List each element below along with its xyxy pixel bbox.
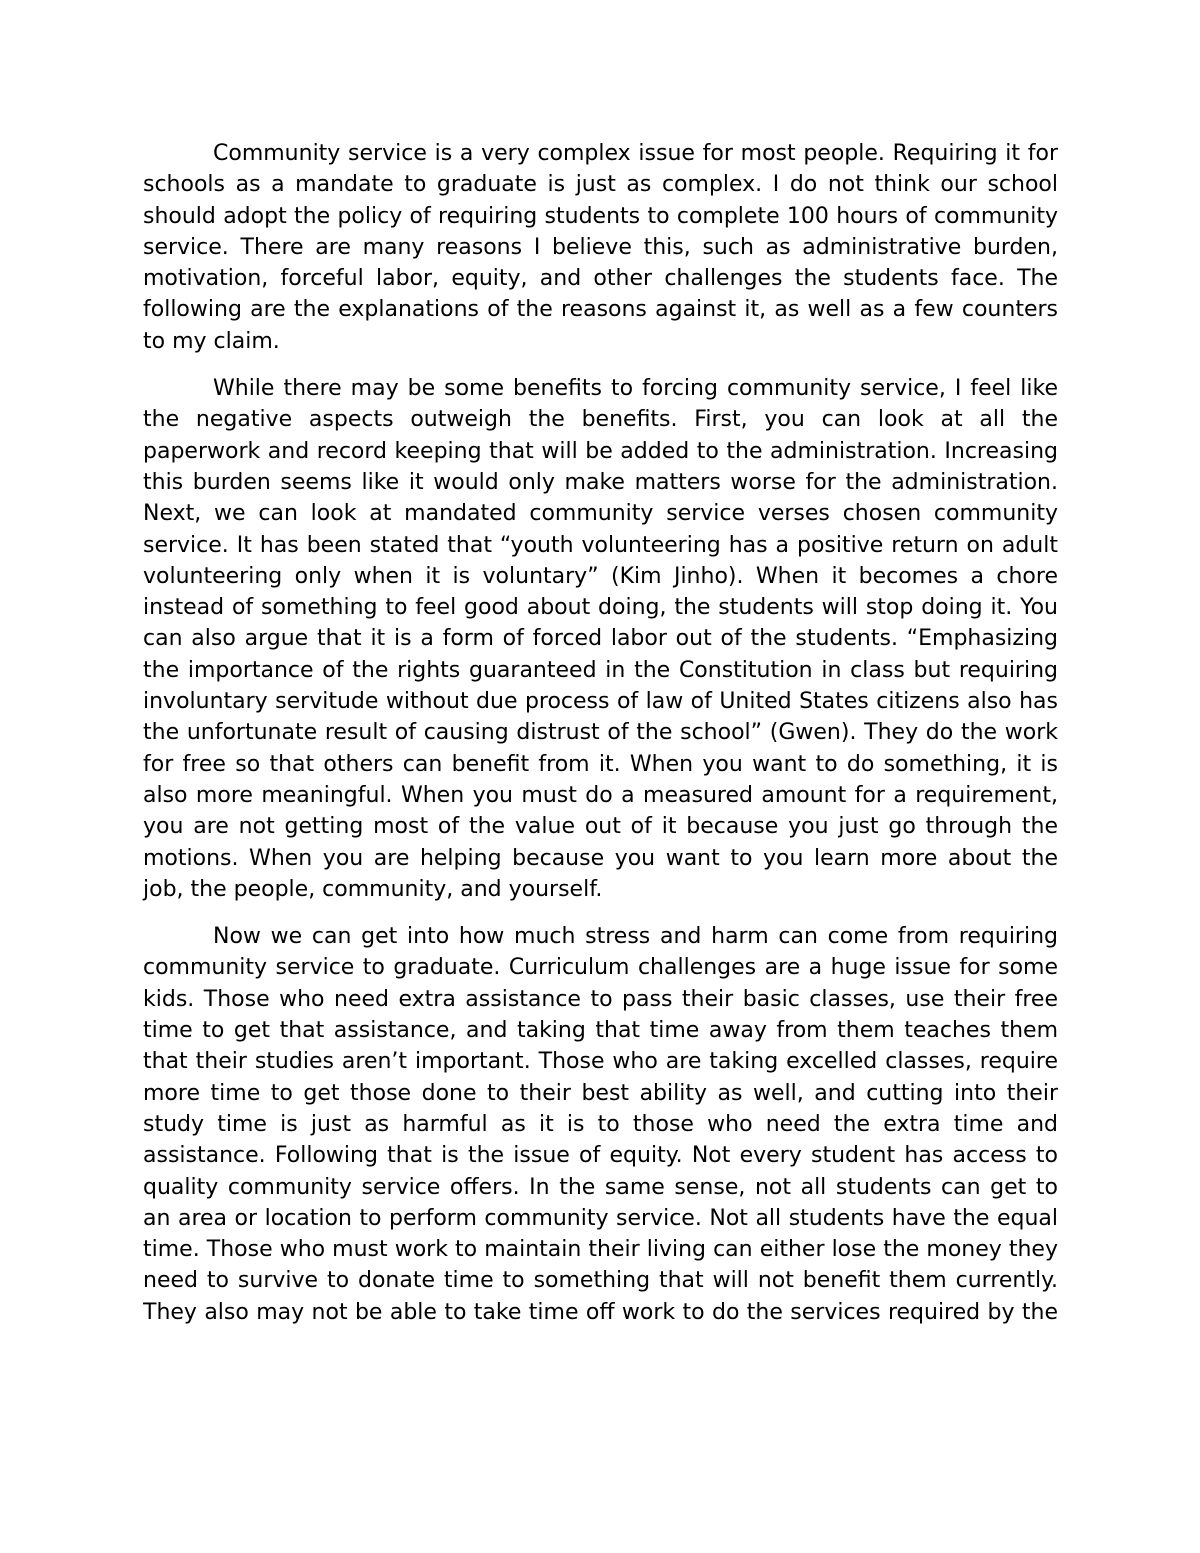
paragraph-negative-aspects: While there may be some benefits to forcing community service, I feel like the negative aspects outweigh the benefits. First, you can look at all the paperwork and record keeping that will be added to the administration. Increasing this burden seems like it would only make matters worse for the administration. Next, we can look at mandated community service verses chosen community service. It has been stated that “youth volunteering has a positive return on adult volunteering only when it is voluntary” (Kim Jinho). When it becomes a chore instead of something to feel good about doing, the students will stop doing it. You can also argue that it is a form of forced labor out of the students. “Emphasizing the importance of the rights guaranteed in the Constitution in class but requiring involuntary servitude without due process of law of United States citizens also has the unfortunate result of causing distrust of the school” (Gwen). They do the work for free so that others can benefit from it. When you want to do something, it is also more meaningful. When you must do a measured amount for a requirement, you are not getting most of the value out of it because you just go through the motions. When you are helping because you want to you learn more about the job, the people, community, and yourself.	[143, 376, 1058, 902]
essay-body	[143, 138, 1058, 1344]
paragraph-intro: Community service is a very complex issue for most people. Requiring it for schools as a mandate to graduate is just as complex. I do not think our school should adopt the policy of requiring students to complete 100 hours of community service. There are many reasons I believe this, such as administrative burden, motivation, forceful labor, equity, and other challenges the students face. The following are the explanations of the reasons against it, as well as a few counters to my claim.	[143, 141, 1058, 354]
paragraph-stress-and-harm: Now we can get into how much stress and harm can come from requiring community service to graduate. Curriculum challenges are a huge issue for some kids. Those who need extra assistance to pass their basic classes, use their free time to get that assistance, and taking that time away from them teaches them that their studies aren’t important. Those who are taking excelled classes, require more time to get those done to their best ability as well, and cutting into their study time is just as harmful as it is to those who need the extra time and assistance. Following that is the issue of equity. Not every student has access to quality community service offers. In the same sense, not all students can get to an area or location to perform community service. Not all students have the equal time. Those who must work to maintain their living can either lose the money they need to survive to donate time to something that will not benefit them currently. They also may not be able to take time off work to do the services required by the	[143, 924, 1058, 1325]
